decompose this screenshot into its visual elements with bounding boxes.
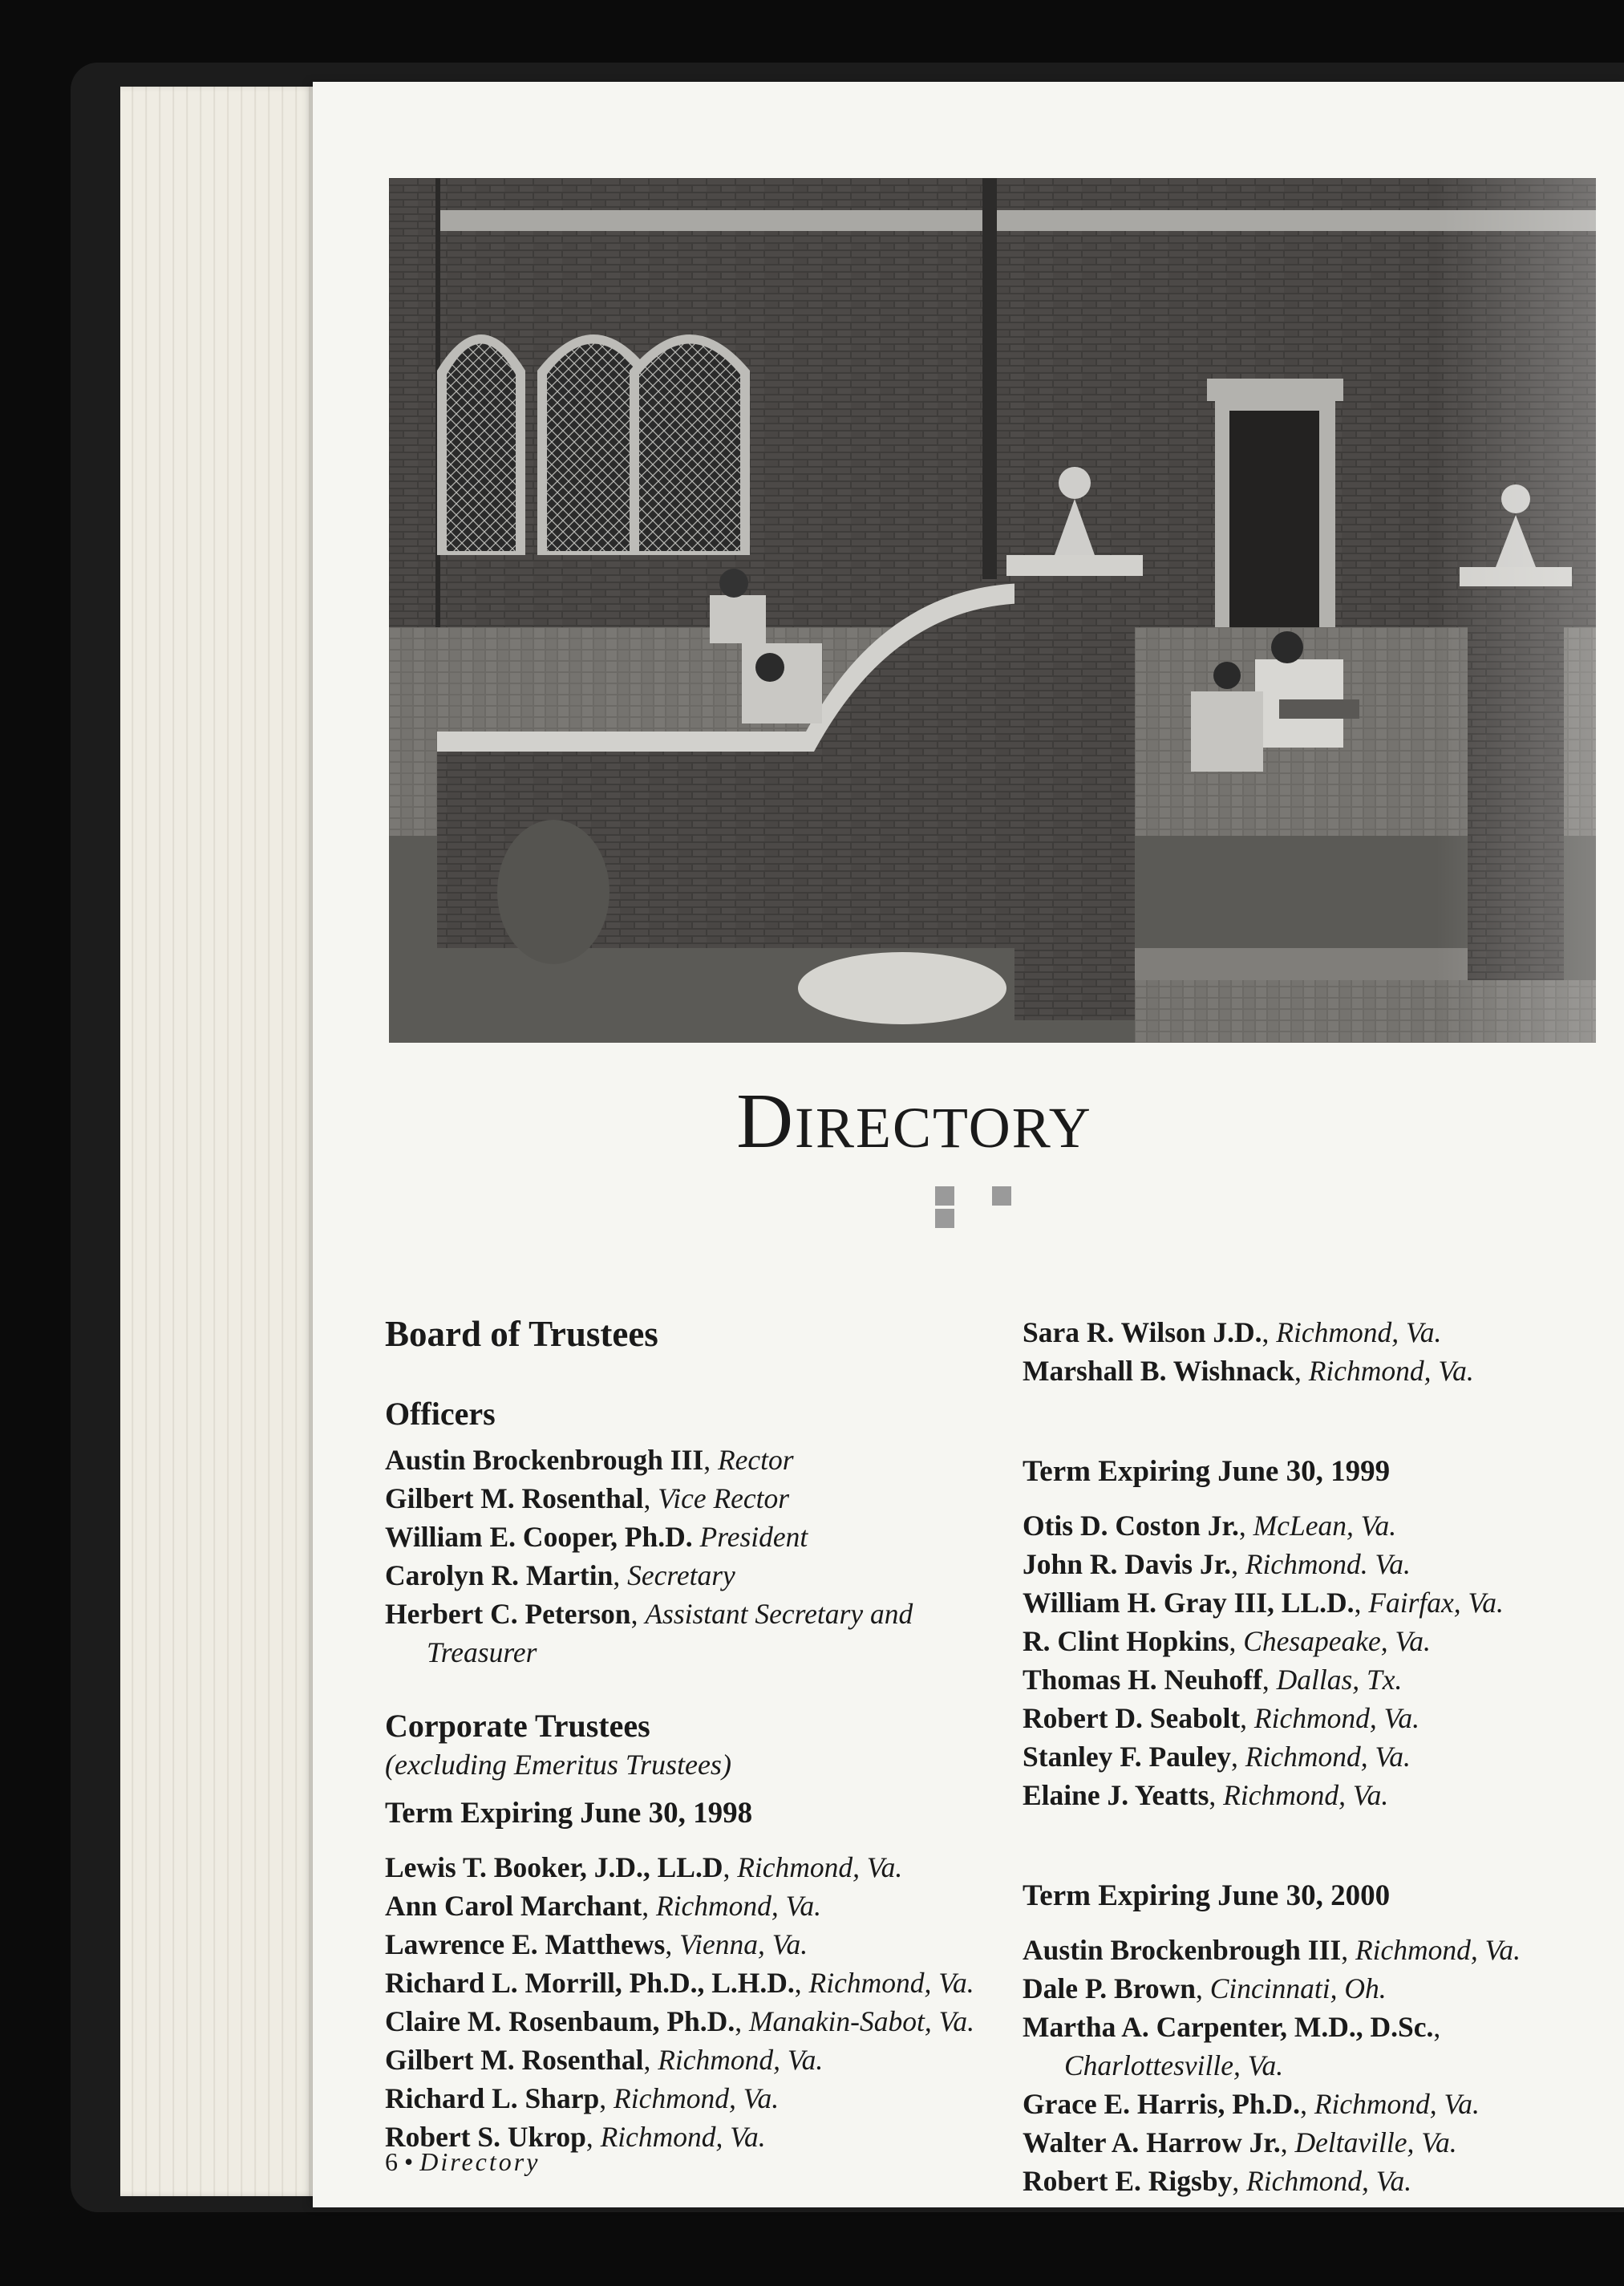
page-footer: [385, 2147, 540, 2177]
courtyard-photo: [389, 178, 1596, 1043]
trustee-entry: Claire M. Rosenbaum, Ph.D., Manakin-Sabot, Va.: [385, 2005, 974, 2037]
right-column: [1023, 1313, 1600, 2200]
trustee-entry: Gilbert M. Rosenthal, Richmond, Va.: [385, 2044, 824, 2076]
section-heading: Board of Trustees: [385, 1314, 658, 1354]
trustee-entry: William H. Gray III, LL.D., Fairfax, Va.: [1023, 1587, 1504, 1619]
corporate-trustees-subheading: (excluding Emeritus Trustees): [385, 1749, 731, 1781]
title-rest: IRECTORY: [795, 1096, 1092, 1160]
officer-entry: Herbert C. Peterson, Assistant Secretary and Treasurer: [385, 1598, 913, 1668]
officer-entry: Gilbert M. Rosenthal, Vice Rector: [385, 1482, 790, 1514]
trustee-entry: Austin Brockenbrough III, Richmond, Va.: [1023, 1934, 1521, 1966]
footer-bullet: •: [404, 2147, 414, 2176]
trustee-entry: Richard L. Morrill, Ph.D., L.H.D., Richmond, Va.: [385, 1967, 974, 1999]
officer-entry: Austin Brockenbrough III, Rector: [385, 1444, 794, 1476]
officer-entry: William E. Cooper, Ph.D. President: [385, 1521, 808, 1553]
trustee-entry: Lawrence E. Matthews, Vienna, Va.: [385, 1928, 808, 1960]
trustee-entry: Marshall B. Wishnack, Richmond, Va.: [1023, 1355, 1474, 1387]
trustee-entry: Dale P. Brown, Cincinnati, Oh.: [1023, 1972, 1387, 2004]
trustee-entry: R. Clint Hopkins, Chesapeake, Va.: [1023, 1625, 1431, 1657]
page-title: [313, 1076, 1516, 1166]
corporate-trustees-heading: Corporate Trustees: [385, 1708, 650, 1744]
footer-label: Directory: [419, 2147, 541, 2176]
trustee-entry: Robert S. Ukrop, Richmond, Va.: [385, 2121, 766, 2153]
term-heading-2000: Term Expiring June 30, 2000: [1023, 1879, 1391, 1912]
page-edges: [120, 87, 317, 2196]
title-initial: D: [736, 1078, 796, 1165]
term-heading-1998: Term Expiring June 30, 1998: [385, 1797, 753, 1830]
officers-heading: Officers: [385, 1396, 496, 1432]
trustee-entry: Grace E. Harris, Ph.D., Richmond, Va.: [1023, 2088, 1480, 2120]
courtyard-photo-image: [389, 178, 1596, 1043]
trustee-entry: John R. Davis Jr., Richmond. Va.: [1023, 1548, 1411, 1580]
officer-entry: Carolyn R. Martin, Secretary: [385, 1559, 735, 1591]
trustee-entry: Robert E. Rigsby, Richmond, Va.: [1023, 2165, 1412, 2197]
trustee-entry: Ann Carol Marchant, Richmond, Va.: [385, 1890, 822, 1922]
trustee-entry: Martha A. Carpenter, M.D., D.Sc., Charlottesville, Va.: [1023, 2011, 1441, 2081]
book-page: [313, 82, 1624, 2207]
page-number: 6: [385, 2147, 398, 2176]
trustee-entry: Richard L. Sharp, Richmond, Va.: [385, 2082, 780, 2114]
trustee-entry: Thomas H. Neuhoff, Dallas, Tx.: [1023, 1664, 1403, 1696]
left-column: [385, 1313, 994, 2156]
trustee-entry: Lewis T. Booker, J.D., LL.D, Richmond, Va.: [385, 1851, 903, 1883]
trustee-entry: Walter A. Harrow Jr., Deltaville, Va.: [1023, 2126, 1457, 2158]
trustee-entry: Elaine J. Yeatts, Richmond, Va.: [1023, 1779, 1389, 1811]
term-heading-1999: Term Expiring June 30, 1999: [1023, 1455, 1391, 1488]
trustee-entry: Stanley F. Pauley, Richmond, Va.: [1023, 1741, 1411, 1773]
title-ornament: [935, 1186, 1095, 1210]
trustee-entry: Robert D. Seabolt, Richmond, Va.: [1023, 1702, 1419, 1734]
trustee-entry: Sara R. Wilson J.D., Richmond, Va.: [1023, 1316, 1442, 1348]
trustee-entry: Otis D. Coston Jr., McLean, Va.: [1023, 1510, 1397, 1542]
